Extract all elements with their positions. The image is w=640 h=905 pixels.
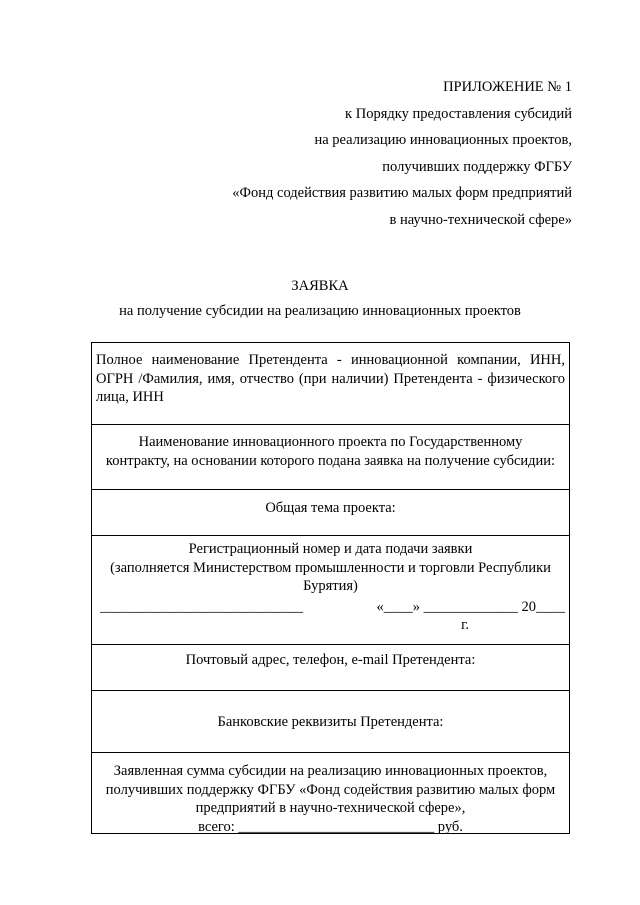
bank-details-label: Банковские реквизиты Претендента: [217,714,444,730]
project-name-label-line: контракту, на основании которого подана заявка на получение субсидии: [105,452,556,469]
title-subtitle: на получение субсидии на реализацию инновационных проектов [119,303,521,319]
project-name-cell[interactable] [92,425,569,490]
applicant-name-cell[interactable] [92,343,569,425]
contacts-label: Почтовый адрес, телефон, e-mail Претендента: [185,652,476,668]
registration-fields [96,598,565,638]
applicant-name-label: Полное наименование Претендента - инновационной компании, ИНН, ОГРН /Фамилия, имя, отчество (при наличии) Претендента - физического лица, ИНН [96,352,565,405]
amount-cell [92,753,569,833]
project-topic-cell[interactable] [92,490,569,536]
application-form-table [91,342,570,834]
bank-details-cell[interactable] [92,691,569,753]
title-heading: ЗАЯВКА [291,278,349,294]
contacts-cell[interactable] [92,645,569,691]
appendix-line: в научно-технической сфере» [389,211,572,228]
document-title [0,274,640,324]
appendix-line: на реализацию инновационных проектов, [314,132,572,148]
amount-label-line: предприятий в научно-технической сфере», [195,800,466,816]
appendix-line: получивших поддержку ФГБУ [382,158,572,175]
appendix-line: ПРИЛОЖЕНИЕ № 1 [443,79,572,95]
appendix-block [232,74,572,233]
project-topic-label: Общая тема проекта: [265,500,396,516]
appendix-line: к Порядку предоставления субсидий [345,105,572,122]
amount-total-blank[interactable]: всего: ___________________________ руб. [198,818,463,835]
registration-note: (заполняется Министерством промышленности и торговли Республики Бурятия) [110,559,551,594]
project-name-label-line: Наименование инновационного проекта по Государственному [138,434,523,450]
registration-number-blank[interactable]: ____________________________ [100,598,303,615]
amount-label-line: Заявленная сумма субсидии на реализацию инновационных проектов, [113,763,548,779]
registration-date-blank[interactable]: «____» _____________ 20____ [376,598,565,615]
amount-label-line: получивших поддержку ФГБУ «Фонд содействия развитию малых форм [105,781,556,798]
appendix-line: «Фонд содействия развитию малых форм предприятий [232,185,572,201]
registration-title: Регистрационный номер и дата подачи заявки [188,541,473,557]
registration-year-suffix: г. [461,616,469,633]
registration-cell [92,536,569,645]
